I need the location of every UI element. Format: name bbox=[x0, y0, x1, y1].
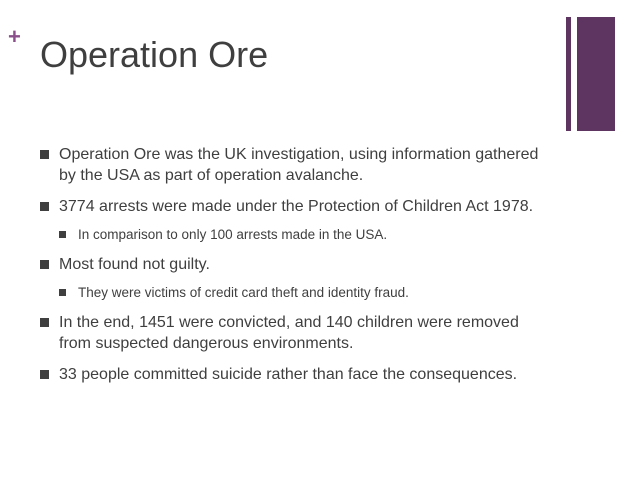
bullet-text: In the end, 1451 were convicted, and 140 children were removed from suspected dangerous environments. bbox=[59, 314, 519, 352]
bullet-item bbox=[40, 144, 550, 186]
bullet-item bbox=[40, 312, 550, 354]
square-bullet-icon bbox=[40, 318, 49, 327]
square-bullet-icon bbox=[40, 260, 49, 269]
bullet-item bbox=[40, 364, 550, 385]
sub-bullet-item bbox=[59, 284, 550, 302]
bullet-text: 3774 arrests were made under the Protection of Children Act 1978. bbox=[59, 198, 534, 215]
bullet-text: Most found not guilty. bbox=[59, 256, 210, 273]
slide-title: Operation Ore bbox=[40, 34, 269, 75]
square-bullet-icon bbox=[59, 231, 66, 238]
sub-bullet-text: They were victims of credit card theft and identity fraud. bbox=[78, 285, 409, 300]
square-bullet-icon bbox=[40, 370, 49, 379]
decorative-thick-bar bbox=[577, 17, 615, 131]
sub-bullet-text: In comparison to only 100 arrests made in the USA. bbox=[78, 227, 388, 242]
plus-icon: + bbox=[8, 24, 21, 49]
bullet-list bbox=[40, 144, 550, 385]
square-bullet-icon bbox=[40, 150, 49, 159]
decorative-thin-bar bbox=[566, 17, 571, 131]
bullet-text: 33 people committed suicide rather than face the consequences. bbox=[59, 366, 518, 383]
bullet-item bbox=[40, 254, 550, 302]
square-bullet-icon bbox=[59, 289, 66, 296]
square-bullet-icon bbox=[40, 202, 49, 211]
bullet-item bbox=[40, 196, 550, 244]
bullet-text: Operation Ore was the UK investigation, using information gathered by the USA as part of operation avalanche. bbox=[59, 146, 539, 184]
sub-bullet-item bbox=[59, 226, 550, 244]
